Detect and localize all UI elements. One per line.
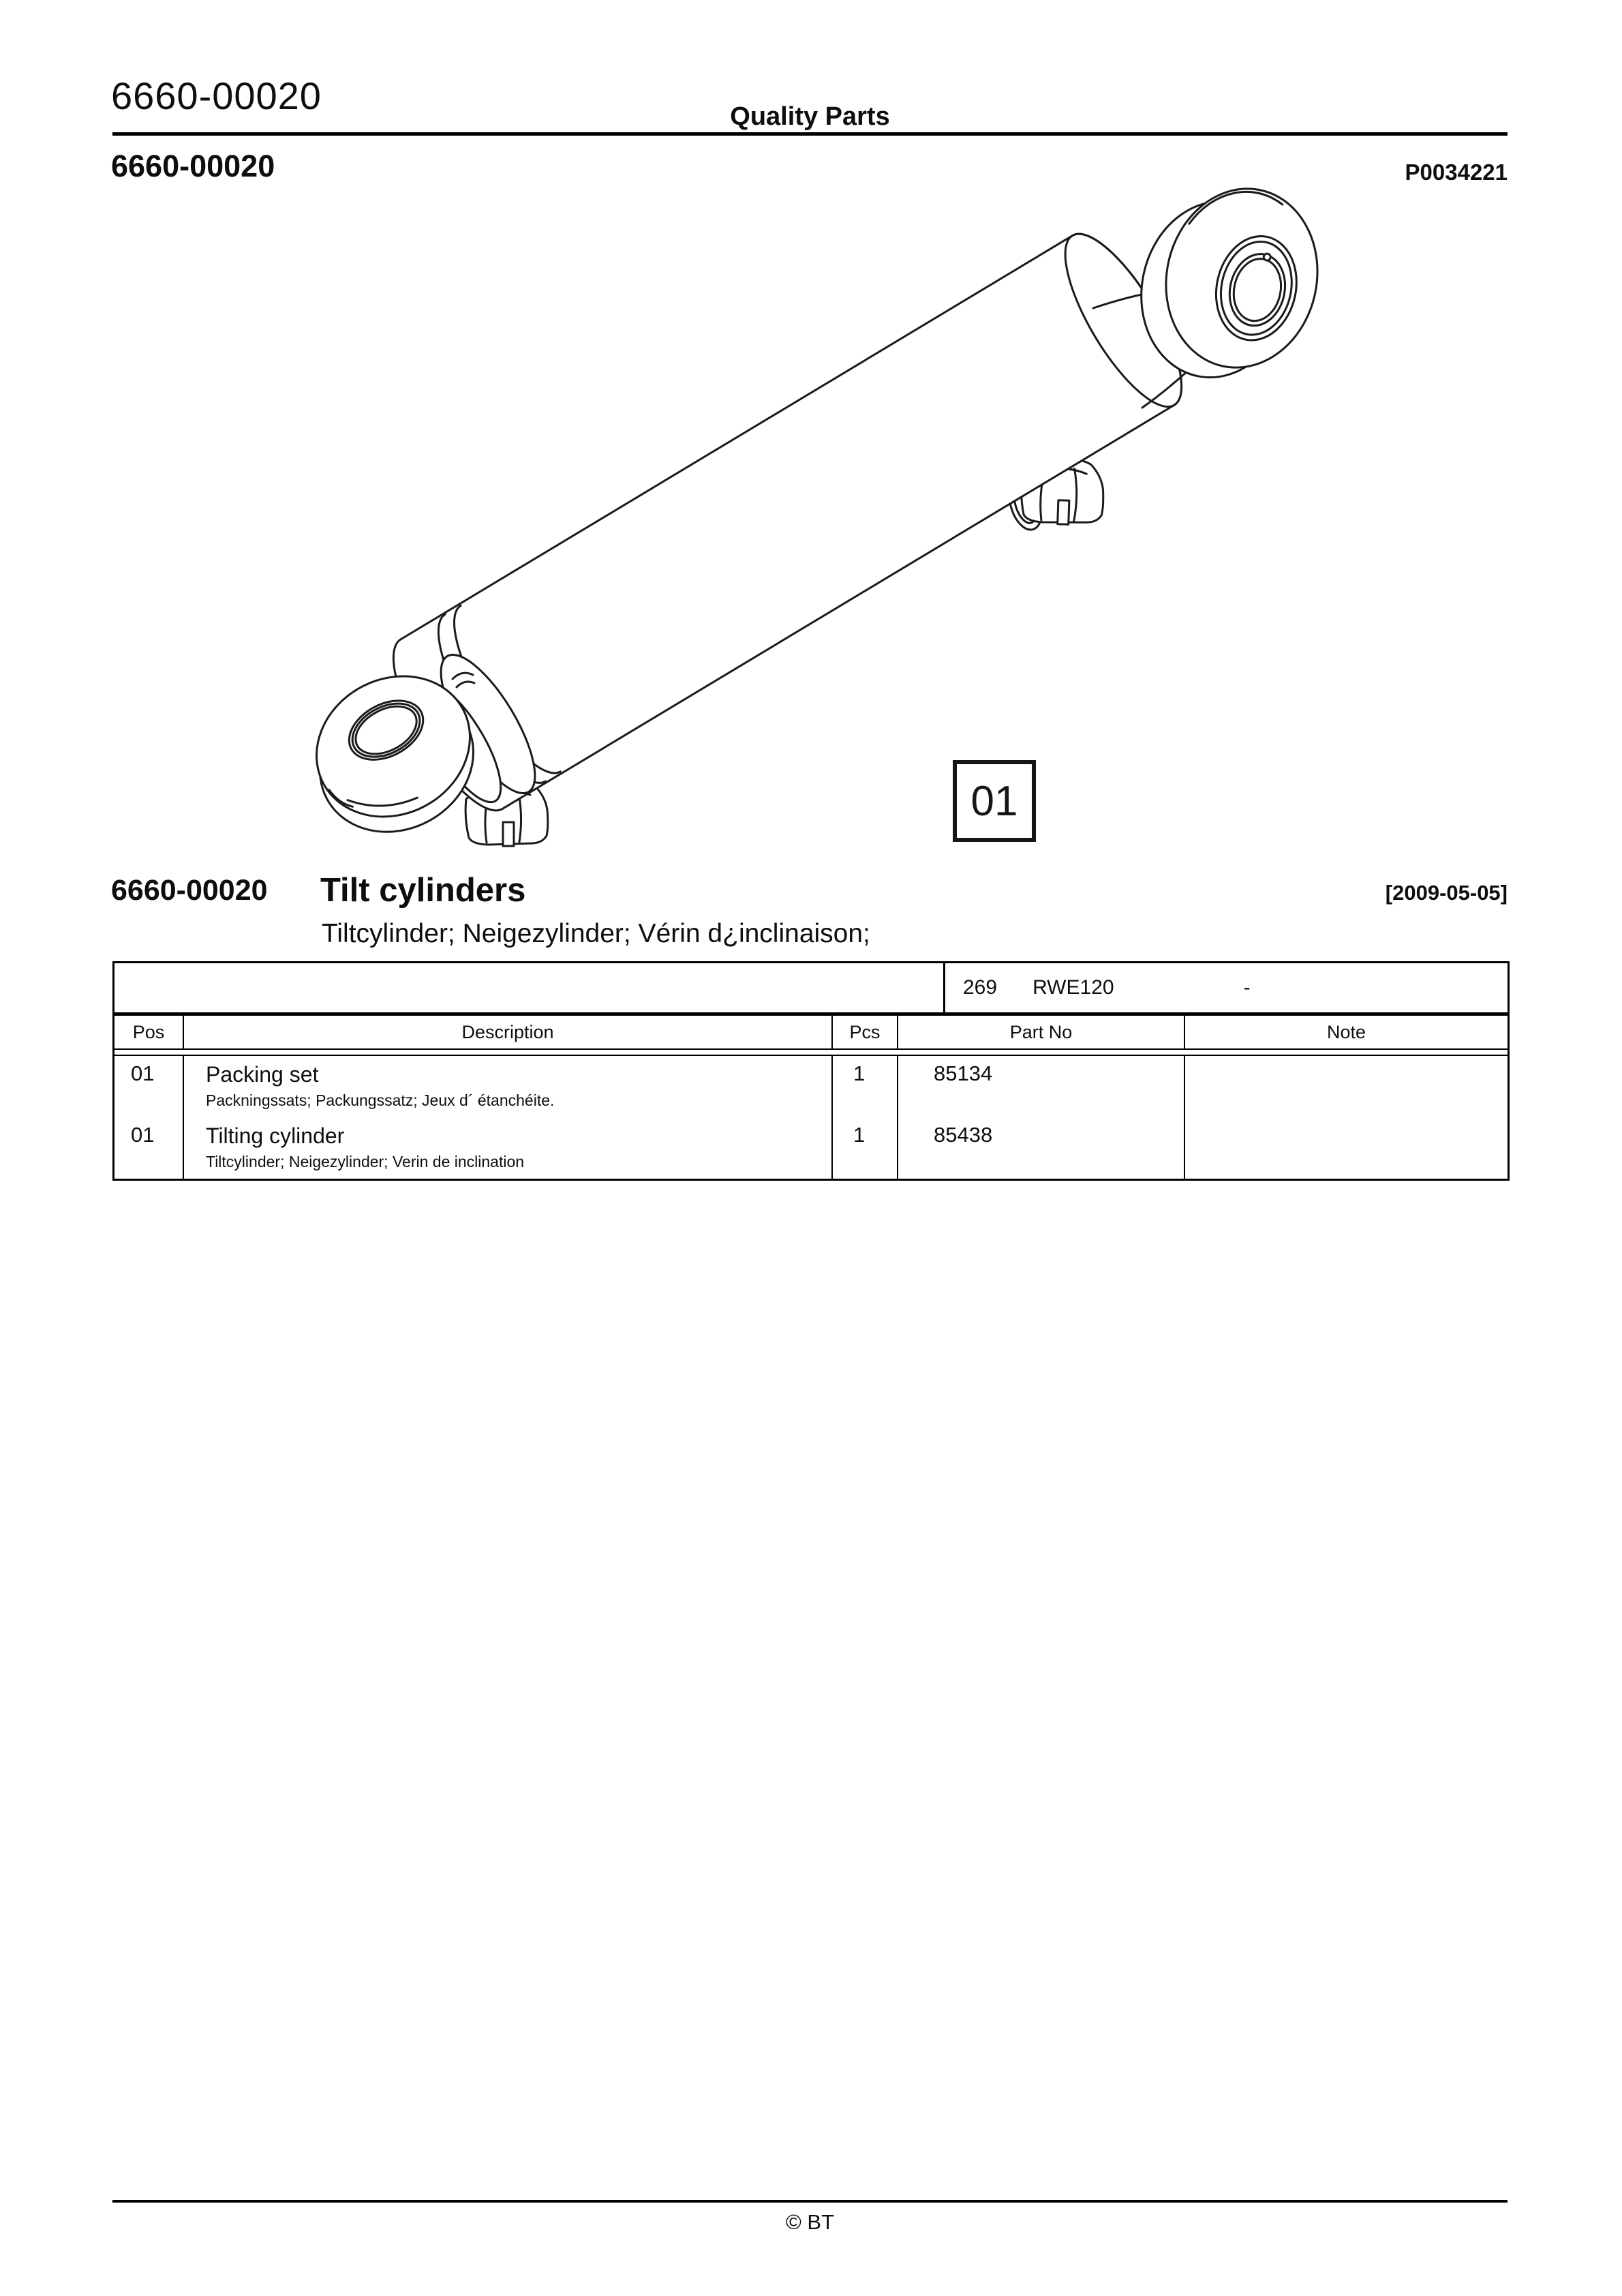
column-header-part-no: Part No xyxy=(898,1016,1185,1048)
page-number-header: 6660-00020 xyxy=(111,74,322,117)
parts-table xyxy=(112,961,1510,1181)
part-number: 85438 xyxy=(898,1117,1185,1179)
part-pcs: 1 xyxy=(833,1056,898,1117)
model-row xyxy=(114,963,1508,1016)
footer-copyright: © BT xyxy=(785,2210,835,2234)
part-number: 85134 xyxy=(898,1056,1185,1117)
part-note xyxy=(1185,1117,1508,1179)
part-description xyxy=(184,1056,833,1117)
column-header-note: Note xyxy=(1326,1021,1366,1042)
section-number: 6660-00020 xyxy=(111,874,268,907)
table-row xyxy=(114,1056,1508,1117)
model-name: RWE120 xyxy=(1032,976,1114,999)
column-header-description: Description xyxy=(184,1016,833,1048)
footer-rule xyxy=(112,2200,1508,2203)
model-row-empty-cell xyxy=(114,963,945,1012)
model-code: 269 xyxy=(963,976,998,999)
table-row xyxy=(114,1117,1508,1179)
section-title: Tilt cylinders xyxy=(320,872,526,909)
brand-header: Quality Parts xyxy=(730,102,890,131)
figure-code: P0034221 xyxy=(1405,160,1508,185)
model-note: - xyxy=(1243,976,1251,999)
part-pos: 01 xyxy=(114,1056,184,1117)
part-pcs: 1 xyxy=(833,1117,898,1179)
table-header-row xyxy=(114,1016,1508,1050)
position-callout-box: 01 xyxy=(953,760,1036,842)
part-description-main: Packing set xyxy=(206,1062,319,1087)
part-description-main: Tilting cylinder xyxy=(206,1123,345,1148)
part-description-translations: Packningssats; Packungssatz; Jeux d´ étanchéite. xyxy=(206,1091,555,1109)
section-revision-date: [2009-05-05] xyxy=(1385,881,1508,905)
model-row-cell xyxy=(945,976,1508,999)
part-pos: 01 xyxy=(114,1117,184,1179)
doc-number: 6660-00020 xyxy=(111,149,275,183)
header-double-rule xyxy=(114,1050,1508,1056)
part-description xyxy=(184,1117,833,1179)
part-description-translations: Tiltcylinder; Neigezylinder; Verin de inclination xyxy=(206,1153,525,1170)
column-header-pcs: Pcs xyxy=(833,1016,898,1048)
section-subtitle: Tiltcylinder; Neigezylinder; Vérin d¿inclinaison; xyxy=(322,919,870,948)
column-header-pos: Pos xyxy=(114,1016,184,1048)
table-body xyxy=(114,1056,1508,1179)
part-note xyxy=(1185,1056,1508,1117)
